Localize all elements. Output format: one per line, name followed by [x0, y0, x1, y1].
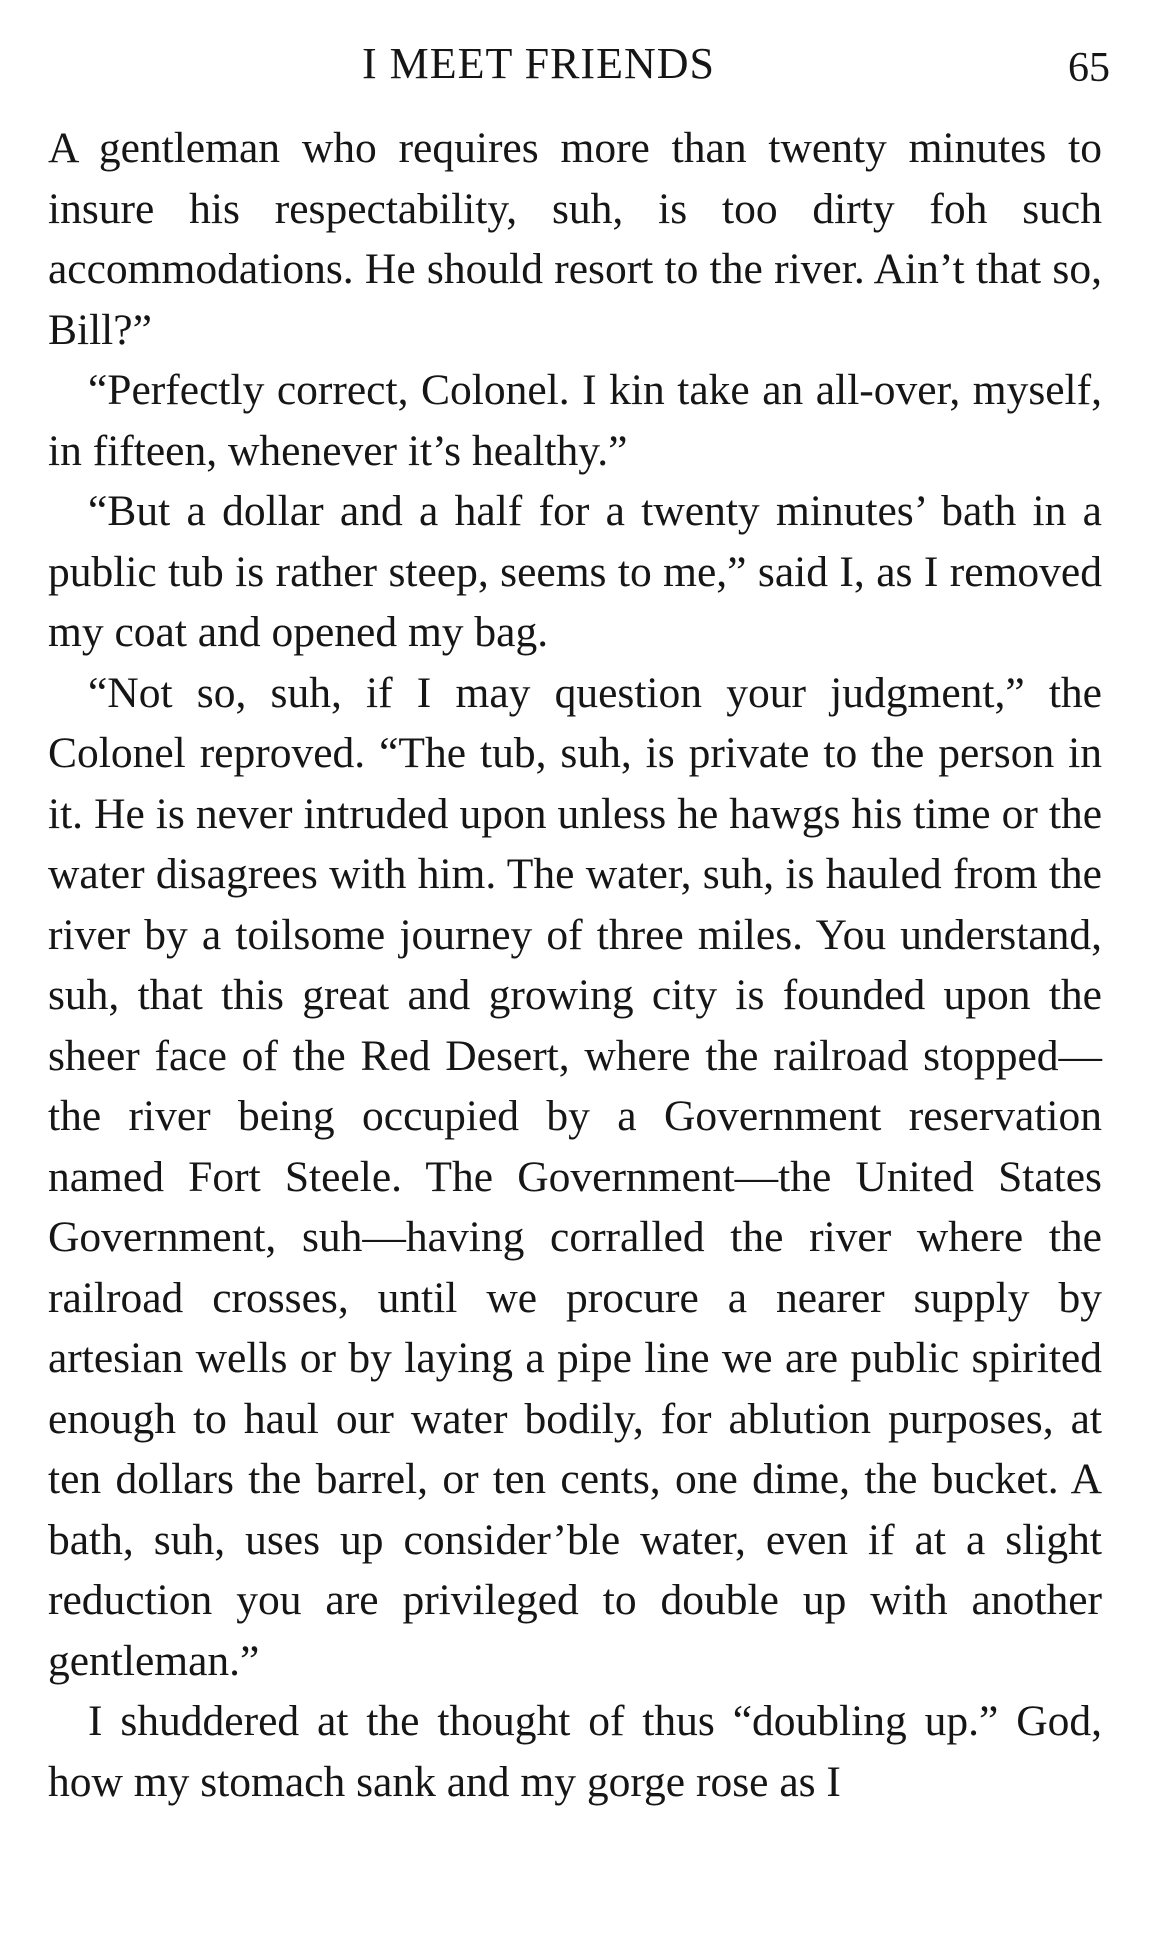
paragraph-colonel-reply: “Not so, suh, if I may question your judgment,” the Colonel reproved. “The tub, suh, is private to the person in it. He is never intruded upon unless he hawgs his time or the water disagrees with him. The water, suh, is hauled from the river by a toilsome journey of three miles. You understand, suh, that this great and growing city is founded upon the sheer face of the Red Desert, where the railroad stopped—the river being occupied by a Government reservation named Fort Steele. The Government—the United States Government, suh—having corralled the river where the railroad crosses, until we procure a nearer supply by artesian wells or by laying a pipe line we are public spirited enough to haul our water bodily, for ablution purposes, at ten dollars the barrel, or ten cents, one dime, the bucket. A bath, suh, uses up consider’ble water, even if at a slight reduction you are privileged to double up with another gentleman.”: [48, 668, 1102, 1685]
chapter-title: I MEET FRIENDS: [362, 39, 715, 88]
paragraph-narrator-reaction: I shuddered at the thought of thus “doubling up.” God, how my stomach sank and my gorge rose as I: [48, 1697, 1102, 1806]
body-text: [48, 118, 1102, 1812]
page-number: 65: [1068, 45, 1110, 91]
running-head: [0, 34, 1170, 94]
paragraph-bill-reply: “Perfectly correct, Colonel. I kin take an all-over, myself, in fifteen, whenever it’s healthy.”: [48, 366, 1102, 475]
paragraph-narrator-objection: “But a dollar and a half for a twenty minutes’ bath in a public tub is rather steep, seems to me,” said I, as I removed my coat and opened my bag.: [48, 487, 1102, 656]
paragraph-continued: A gentleman who requires more than twenty minutes to insure his respectability, suh, is too dirty foh such accommodations. He should resort to the river. Ain’t that so, Bill?”: [48, 124, 1102, 354]
